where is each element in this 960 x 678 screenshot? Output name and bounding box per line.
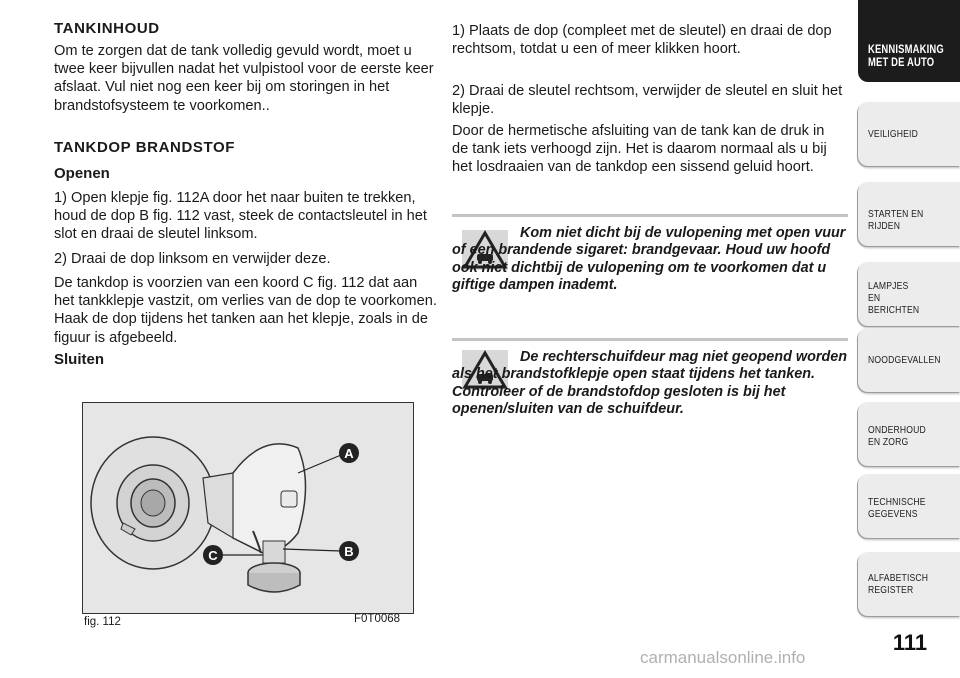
paragraph-openen-step1: 1) Open klepje fig. 112A door het naar buiten te trekken, houd de dop B fig. 112 vast, steek de contactsleutel in het slot en draai de sleutel linksom. bbox=[54, 190, 427, 243]
warning-divider bbox=[452, 214, 848, 217]
tab-onderhoud-en-zorg[interactable]: ONDERHOUD EN ZORG bbox=[858, 402, 960, 466]
tab-starten-en-rijden[interactable]: STARTEN EN RIJDEN bbox=[858, 182, 960, 246]
tab-alfabetisch-register[interactable]: ALFABETISCH REGISTER bbox=[858, 552, 960, 616]
paragraph-druk: Door de hermetische afsluiting van de tank kan de druk in de tank iets verhoogd zijn. Het is daarom normaal als u bij het losdraaien van de tankdop een sissend geluid hoort. bbox=[452, 123, 827, 176]
tab-veiligheid[interactable]: VEILIGHEID bbox=[858, 102, 960, 166]
figure-code: F0T0068 bbox=[354, 613, 401, 625]
tab-lampjes-en-berichten[interactable]: LAMPJES EN BERICHTEN bbox=[858, 262, 960, 326]
heading-tankdop: TANKDOP BRANDSTOF bbox=[54, 139, 236, 156]
figure-caption: fig. 112 bbox=[84, 616, 121, 628]
heading-tankinhoud: TANKINHOUD bbox=[54, 20, 160, 37]
warning-divider bbox=[452, 338, 848, 341]
figure-112 bbox=[82, 402, 414, 614]
tab-noodgevallen[interactable]: NOODGEVALLEN bbox=[858, 328, 960, 392]
paragraph-tankinhoud: Om te zorgen dat de tank volledig gevuld wordt, moet u twee keer bijvullen nadat het vulpistool voor de eerste keer afslaat. Vul niet nog een keer bij om storingen in het brandstofsysteem te voorkomen.. bbox=[54, 43, 434, 114]
callout-b: B bbox=[344, 544, 354, 559]
tab-kennismaking[interactable]: KENNISMAKING MET DE AUTO bbox=[858, 0, 960, 82]
fuel-cap-illustration bbox=[83, 403, 413, 613]
callout-a: A bbox=[344, 446, 354, 461]
page-number: 111 bbox=[892, 630, 928, 655]
paragraph-openen-step2: 2) Draai de dop linksom en verwijder deze. bbox=[54, 251, 331, 267]
watermark: carmanualsonline.info bbox=[640, 648, 806, 667]
paragraph-sluiten-step2: 2) Draai de sleutel rechtsom, verwijder de sleutel en sluit het klepje. bbox=[452, 83, 843, 118]
tab-technische-gegevens[interactable]: TECHNISCHE GEGEVENS bbox=[858, 474, 960, 538]
callout-c: C bbox=[208, 548, 218, 563]
warning-sliding-door-text: De rechterschuifdeur mag niet geopend worden als het brandstofklepje open staat tijdens het tanken. Controleer of de brandstofdop gesloten is bij het openen/sluiten van de schuifdeur. bbox=[452, 349, 848, 418]
chapter-tabs bbox=[858, 0, 960, 678]
warning-fire-text: Kom niet dicht bij de vulopening met open vuur of een brandende sigaret: brandgevaar. Houd uw hoofd ook niet dichtbij de vulopening om te voorkomen dat u giftige dampen inademt. bbox=[452, 225, 846, 294]
paragraph-sluiten-step1: 1) Plaats de dop (compleet met de sleutel) en draai de dop rechtsom, totdat u een of meer klikken hoort. bbox=[452, 23, 832, 58]
subheading-sluiten: Sluiten bbox=[54, 351, 105, 368]
subheading-openen: Openen bbox=[54, 165, 110, 182]
paragraph-koord: De tankdop is voorzien van een koord C fig. 112 dat aan het tankklepje vastzit, om verlies van de dop te voorkomen. Haak de dop tijdens het tanken aan het klepje, zoals in de figuur is afgebeeld. bbox=[54, 275, 437, 346]
